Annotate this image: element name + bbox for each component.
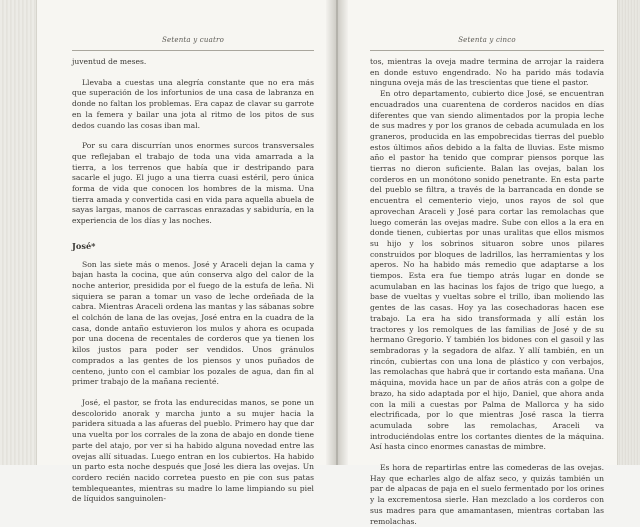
spacer	[370, 453, 604, 463]
left-paragraph-3: Son las siete más o menos. José y Araceli dejan la cama y bajan hasta la cocina, que aún conserva algo del calor de la noche anterior, presidida por el fuego de la estufa de leña. Ni siquiera se paran a tomar un vaso de leche ordeñada de la cabra. Mientras Araceli ordena las mantas y las sábanas sobre el colchón de lana de las ovejas, José entra en la cuadra de la casa, donde antaño estuvieron los mulos y ahora es ocupada por una docena de recentales de corderos que ya tienen los kilos justos para poder ser vendidos. Unos gránulos comprados a las gentes de los piensos y unos puñados de centeno, junto con el cambiar los pozales de agua, dan fin al primer trabajo de la mañana recienté.	[72, 259, 314, 387]
spacer	[72, 388, 314, 398]
left-paragraph-4: José, el pastor, se frota las endurecidas manos, se pone un descolorido anorak y marcha junto a su mujer hacia la paridera situada a las afueras del pueblo. Primero hay que dar una vuelta por los corrales de la zona de abajo en donde tiene parte del atajo, por ver si ha habido alguna novedad entre las ovejas allí situadas. Luego entran en los cubiertos. Ha habido un parto esta noche después que José les diera las ovejas. Un cordero recién nacido corretea puesto en pie con sus patas temblequeantes, mientras su madre lo lame limpiando su piel de líquidos sanguinolen-	[72, 397, 314, 504]
left-paragraph-2: Por su cara discurrían unos enormes surcos transversales que reflejaban el trabajo de toda una vida amarrada a la tierra, a los terrenos que había que ir destripando para sacarle el jugo. El jugo a una tierra cuasi estéril, pero única forma de vida que conocen los hombres de la misma. Una tierra amada y convertida casi en vida para aquella abuela de sayas largas, manos de carrascas enrazadas y sabiduría, en la experiencia de los días y las noches.	[72, 141, 314, 226]
left-running-head: Setenta y cuatro	[162, 36, 224, 44]
left-header-rule	[72, 50, 314, 51]
right-header-rule	[370, 50, 604, 51]
left-page-body	[72, 57, 314, 505]
book-gutter	[326, 0, 348, 465]
left-carryover-paragraph: juventud de meses.	[72, 57, 147, 66]
spacer	[72, 68, 314, 78]
spacer	[72, 131, 314, 141]
left-page-edges	[0, 0, 37, 465]
right-paragraph-1: En otro departamento, cubierto dice José, se encuentran encuadrados una cuarentena de corderos nacidos en días diferentes que van siendo alimentados por la propia leche de sus madres y por los granos de cebada acumulada en los graneros, producida en las empobrecidas tierras del pueblo estos últimos años debido a la falta de lluvias. Este mismo año el pastor ha tenido que comprar piensos porque las tierras no dieron suficiente. Balan las ovejas, balan los corderos en un monótono sonido penetrante. En esta parte del pueblo se filtra, a través de la barrancada en donde se encuentra el cementerio viejo, unos rayos de sol que aprovechan Araceli y José para cortar las remolachas que luego comerán las ovejas madre. Sube con ellos a la era en donde tienen, cubiertas por unas uralitas que ellos mismos su hijo y los sobrinos situaron sobre unos pilares construidos por bloques de ladrillos, las herramientas y los aperos. No ha habido más remedio que adaptarse a los tiempos. Esta era fue tiempo atrás lugar en donde se acumulaban en las hacinas los fajos de trigo que luego, a base de vueltas y vueltas sobre el trillo, iban moliendo las gentes de las casas. Hoy ya las cosechadoras hacen ese trabajo. La era ha sido transformada y allí están los tractores y los remolques de las familias de José y de su hermano Gregorio. Y también los bidones con el gasoil y las sembradoras y la segadora de alfaz. Y allí también, en un rincón, cubiertas con una lona de plástico y con verbajos, las remolachas que habrá que ir cortando esta mañana. Una máquina, movida hace un par de años atrás con a golpe de brazo, ha sido adaptada por el hijo, Daniel, que ahora anda con la mili a cuestas por Palma de Mallorca y ha sido electrificada, por lo que mientras José rasca la tierra acumulada sobre las remolachas, Araceli va introduciéndolas entre los cortantes dientes de la máquina. Así hasta cinco enormes canastas de mimbre.	[370, 89, 604, 452]
section-title: José*	[72, 240, 96, 251]
right-paragraph-2: Es hora de repartirlas entre las comederas de las ovejas. Hay que echarles algo de alfaz seco, y quizás también un par de alpacas de paja en el suelo fermentado por los orines y la excrementosa sierle. Han mezclado a los corderos con sus madres para que amamantasen, mientras cortaban las remolachas.	[370, 463, 604, 526]
right-page	[370, 0, 604, 526]
right-page-body	[370, 57, 604, 527]
right-running-head: Setenta y cinco	[458, 36, 516, 44]
spacer	[72, 227, 314, 237]
right-carryover-paragraph: tos, mientras la oveja madre termina de arrojar la raidera en donde estuvo engendrado. No ha parido más todavía ninguna oveja más de las trescientas que tiene el pastor.	[370, 57, 604, 88]
left-page	[72, 0, 314, 504]
right-page-edges	[617, 0, 640, 465]
left-paragraph-1: Llevaba a cuestas una alegría constante que no era más que superación de los infortunios de una casa de labranza en donde no faltan los problemas. Era capaz de clavar su garrote en la femera y bailar una jota al ritmo de los pitos de sus dedos cuando las cosas iban mal.	[72, 77, 314, 130]
